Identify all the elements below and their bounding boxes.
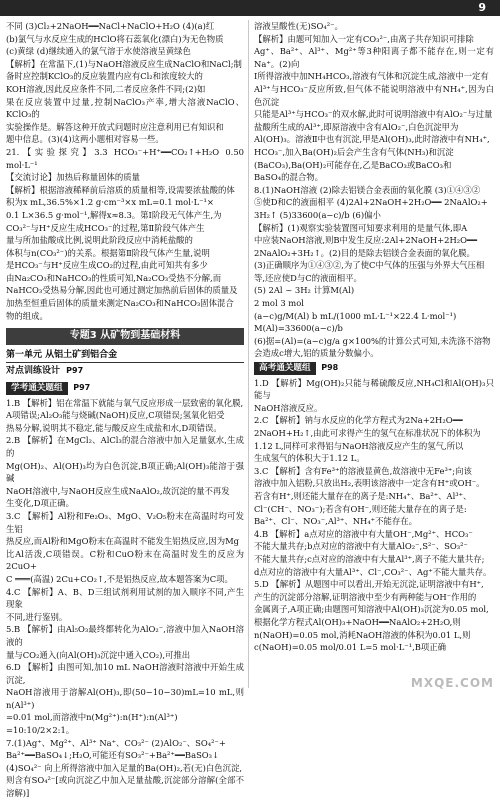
pill-title-2: 高考通关题组	[254, 362, 316, 375]
text-line: Cl⁻(CH⁻、NO₃⁻);若含有OH⁻,则还能大量存在的离子是:	[254, 503, 467, 514]
text-line: Ba²⁺━━BaSO₄↓;H₂O,可能还有SO₃²⁻+Ba²⁺━━BaSO₃↓	[6, 750, 220, 761]
text-line: 8.(1)NaOH溶液 (2)除去铝镁合金表面的氧化膜 (3)①④③②	[254, 184, 481, 195]
right-bottom-text	[254, 377, 494, 654]
text-line: 中应装NaOH溶液,则B中发生反应:2Al+2NaOH+2H₂O━━	[254, 235, 478, 246]
page-number: 9	[478, 1, 486, 14]
text-line: 【交流讨论】加热后称量固体的质量	[6, 172, 140, 183]
section-page-ref: P97	[66, 366, 84, 376]
text-line: BaSO₄的混合物。	[254, 172, 323, 183]
text-line: 量与所加盐酸成比例,说明此阶段反应中消耗盐酸的	[6, 235, 193, 246]
right-top-text	[254, 20, 494, 360]
text-line: 【解析】根据溶液稀释前后溶质的质量相等,设需要浓盐酸的体	[6, 184, 235, 195]
text-line: 积为x mL,36.5%×1.2 g·cm⁻³×x mL=0.1 mol·L⁻¹×	[6, 197, 214, 208]
text-line: NaOH溶液中,与NaOH反应生成NaAlO₂,故沉淀的量不再发	[6, 485, 230, 496]
text-line: 3.C 【解析】含有Fe³⁺的溶液显黄色,故溶液中无Fe³⁺;向该	[254, 465, 472, 476]
text-line: d点对应的溶液中有大量Al³⁺、Cl⁻,CO₃²⁻、Ag⁺不能大量共存。	[254, 566, 492, 577]
text-line: 2NaOH+H₂↑,由此可求得产生的氢气在标准状况下的体积为	[254, 428, 481, 438]
text-line: 会造成c增大,铝的质量分数偏小。	[254, 348, 379, 359]
text-line: 生变化,D项正确。	[6, 498, 75, 509]
text-line: KOH溶液,因此反应条件不同,二者反应条件不同;(2)如	[6, 83, 206, 94]
text-line: (b)氯气与水反应生成的HClO将石蕊氧化(漂白)为无色物质	[6, 33, 224, 44]
text-line: 4.B 【解析】a点对应的溶液中有大量OH⁻,Mg²⁺、HCO₃⁻	[254, 528, 473, 539]
text-line: 6.D 【解析】由图可知,加10 mL NaOH溶液时溶液中开始生成沉淀,	[6, 662, 244, 685]
text-line: =10:10/2×2:1。	[6, 725, 75, 736]
pill-heading-2	[254, 360, 494, 377]
text-line: 1.B 【解析】铝在常温下就能与氧气反应形成一层致密的氧化膜,	[6, 397, 244, 408]
pill-page-ref-1: P97	[73, 383, 91, 393]
watermark: MXQE.COM	[410, 676, 494, 690]
text-line: (BaCO₃),Ba(OH)₂可能存在,乙是BaCO₃或BaCO₃和	[254, 159, 452, 170]
text-line: 2 mol 3 mol	[254, 298, 304, 309]
text-line: 不能大量共存;b点对应的溶液中有大量AlO₂⁻,S²⁻、SO₃²⁻	[254, 541, 468, 552]
text-line: 不能大量共存;c点对应的溶液中有大量Al³⁺,离子不能大量共存;	[254, 553, 485, 564]
text-line: 不同 (3)Cl₂+2NaOH━━NaCl+NaClO+H₂O (4)(a)红	[6, 21, 215, 31]
page-header-bar	[0, 0, 500, 16]
left-top-text	[6, 20, 244, 322]
text-line: 【解析】在常温下,(1)与NaOH溶液反应生成NaClO和NaCl;制	[6, 58, 242, 69]
text-line: 2.C 【解析】钠与水反应的化学方程式为2Na+2H₂O━━	[254, 415, 463, 426]
text-line: NaOH溶液反应。	[254, 402, 323, 413]
unit-title: 第一单元 从铝土矿到铝合金	[6, 348, 244, 364]
text-line: n(NaOH)=0.05 mol,消耗NaOH溶液的体积为0.01 L,则	[254, 629, 471, 640]
text-line: Al(OH)₃。溶液Ⅱ中也有沉淀,甲是Al(OH)₃,此时溶液中有NH₄⁺,	[254, 134, 490, 145]
text-line: 溶液呈酸性(无)SO₄²⁻。	[254, 21, 343, 31]
text-line: 0.1 L×36.5 g·mol⁻¹,解得x≈8.3。第Ⅰ阶段无气体产生,为	[6, 209, 222, 220]
text-line: NaHCO₃受热易分解,因此也可通过测定加热前后固体的质量及	[6, 285, 238, 296]
text-line: 生成氢气的体积大于1.12 L。	[254, 453, 365, 464]
text-line: 5.B 【解析】由Al₅O₃最终都转化为AlO₂⁻,溶液中加入NaOH溶液的	[6, 624, 244, 647]
text-line: 热易分解,说明其不稳定,能与酸反应生成盐和水,D项错误。	[6, 422, 222, 433]
text-line: ⑤使D和C的液面相平 (4)2Al+2NaOH+2H₂O━━ 2NaAlO₂+	[254, 197, 488, 208]
text-line: (5) 2Al ~ 3H₂ 计算M(Al)	[254, 285, 355, 296]
text-line: 1.12 L,同样可求得铝与NaOH溶液反应产生的氢气,所以	[254, 440, 464, 451]
text-line: =0.01 mol,而溶液中n(Mg²⁺):n(H⁺):n(Al³⁺)	[6, 712, 178, 723]
text-line: 题中信息。(3)(4)这两小题相对容易一些。	[6, 134, 164, 145]
pill-title-1: 学考通关题组	[6, 382, 68, 395]
text-line: A项错误;Al₂O₃能与烧碱(NaOH)反应,C项错误;氢氧化铝受	[6, 410, 225, 421]
left-bottom-text	[6, 397, 244, 800]
text-line: (6)据=(Al)=(a−c)g/a g×100%的计算公式可知,未洗涤不溶物	[254, 335, 491, 346]
chapter-title: 专题3 从矿物到基础材料	[6, 328, 244, 345]
text-line: 实验操作是。解答这种开放式问题时应注意利用已有知识和	[6, 121, 224, 132]
text-line: 备时应控制KClO₃的反应装置内应有Cl₂和浓度较大的	[6, 71, 203, 82]
text-line: 21.【实验探究】3.3 HCO₃⁻+H⁺━━CO₂↑+H₂O 0.50 mol·L⁻¹	[6, 146, 244, 170]
text-line: 根据化学方程式Al(OH)₃+NaOH━━NaAlO₂+2H₂O,则	[254, 616, 461, 627]
pill-heading-1	[6, 380, 244, 397]
text-line: 只能是Al³⁺与HCO₃⁻的双水解,此时可说明溶液中有AlO₂⁻与过量	[254, 109, 493, 120]
text-line: Ba²⁺、Cl⁻、NO₃⁻,Al³⁺、NH₄⁺不能存在。	[254, 516, 417, 527]
text-line: (4)SO₄²⁻ 向上所得溶液中加入足量的Ba(OH)₂,若(无)白色沉淀,	[6, 762, 243, 773]
text-line: Al³⁺与HCO₃⁻反应所致,但气体不能说明溶液中有NH₄⁺,因为白色沉淀	[254, 83, 494, 107]
text-line: M(Al)=33600(a−c)/b	[254, 323, 343, 334]
text-line: 3H₂↑ (5)33600(a−c)/b (6)偏小	[254, 209, 381, 220]
text-line: CO₃²⁻与H⁺反应生成HCO₃⁻的过程,第Ⅱ阶段气体产生	[6, 222, 205, 233]
text-line: 若含有H⁺,则还能大量存在的离子是:NH₄⁺、Ba²⁺、Al³⁺、	[254, 490, 472, 501]
pill-page-ref-2: P98	[321, 363, 339, 373]
text-line: 【解析】(1)观察实验装置图可知要求利用的是量气体,即A	[254, 222, 468, 233]
text-line: 量与CO₂通入(向Al(OH)₃沉淀中通入CO₂),可推出	[6, 649, 191, 660]
text-line: HCO₃⁻,加入Ba(OH)₂后会产生含有气体(NH₃)和沉淀	[254, 146, 454, 157]
text-line: 热反应,而Al粉和MgO粉末在高温时不能发生铝热反应,因为Mg	[6, 536, 240, 547]
section-heading	[6, 365, 244, 378]
text-line: (3)正确顺序为①④③②,为了使C中气体的压强与外界大气压相	[254, 260, 485, 271]
text-line: Mg(OH)₂、Al(OH)₃均为白色沉淀,B项正确;Al(OH)₃能溶于强碱	[6, 460, 244, 484]
text-line: 等,还应使D与C的液面相平。	[254, 272, 362, 283]
text-line: NaOH溶液用于溶解Al(OH)₃,即(50−10−30)mL=10 mL,则n(Al³⁺)	[6, 687, 244, 710]
text-line: 则含有SO₄²⁻[或向沉淀乙中加入足量盐酸,沉淀部分溶解(全部不溶解)]	[6, 775, 244, 799]
text-line: c(NaOH)=0.05 mol/0.01 L=5 mol·L⁻¹,B项正确	[254, 642, 447, 653]
text-line: Ag⁺、Ba²⁺、Al³⁺、Mg²⁺等3种阳离子都不能存在,则一定有Na⁺。(2)向	[254, 46, 494, 69]
text-line: 7.(1)Ag⁺、Mg²⁺、Al³⁺ Na⁺、CO₃²⁻ (2)AlO₂⁻、SO₄²⁻+	[6, 737, 226, 748]
text-line: 盐酸所生成的Al³⁺,即原溶液中含有AlO₂⁻,白色沉淀甲为	[254, 121, 459, 132]
text-line: (c)黄绿 (d)继续通入的氯气溶于水使溶液呈黄绿色	[6, 46, 191, 57]
text-line: 产生的沉淀部分溶解,证明溶液中至少有两种能与OH⁻作用的	[254, 591, 477, 602]
text-line: 2.B 【解析】在MgCl₂、AlCl₃的混合溶液中加入足量氨水,生成的	[6, 435, 244, 458]
text-line: 比Al活泼,C项错误。C粉和CuO粉末在高温时发生的反应为2CuO+	[6, 548, 244, 572]
section-title: 对点训练设计	[6, 366, 61, 377]
text-line: 金属离子,A项正确;由题图可知溶液中Al(OH)₃沉淀为0.05 mol,	[254, 604, 489, 615]
text-line: 体积与n(CO₃²⁻)的关系。根据第Ⅱ阶段气体产生量,说明	[6, 247, 210, 258]
text-line: 4.C 【解析】A、B、D三组试剂利用试剂的加入顺序不同,产生现象	[6, 586, 244, 610]
text-line: 1.D 【解析】Mg(OH)₂只能与稀硫酸反应,NH₄Cl和Al(OH)₃只能与	[254, 377, 494, 401]
column-divider	[248, 20, 249, 688]
text-line: 【解析】由题可知加入一定有CO₃²⁻,由离子共存知识可排除	[254, 33, 474, 44]
text-line: 加热至恒重后固体的质量来测定Na₂CO₃和NaHCO₃固体混合	[6, 298, 234, 309]
text-line: (a−c)g/M(Al) b mL/(1000 mL·L⁻¹×22.4 L·mol⁻¹)	[254, 310, 457, 321]
text-line: 溶液中加入铝粉,只放出H₂,表明该溶液中一定含有H⁺或OH⁻。	[254, 478, 485, 489]
text-line: 不同,进行鉴别。	[6, 611, 68, 622]
text-line: 3.C 【解析】Al粉和Fe₂O₃、MgO、V₂O₅粉末在高温时均可发生铝	[6, 510, 244, 534]
text-line: 5.D 【解析】从题图中可以看出,开始无沉淀,证明溶液中有H⁺,	[254, 579, 484, 590]
text-line: 果在反应装置中过量,控制NaClO₃产率,增大溶液NaClO、KClO₃的	[6, 96, 244, 120]
text-line: 2NaAlO₂+3H₂↑。(2)目的是除去铝镁合金表面的氧化膜。	[254, 247, 475, 258]
text-line: 由Na₂CO₃和NaHCO₃的性质可知,Na₂CO₃受热不分解,而	[6, 272, 222, 283]
text-line: 物的组成。	[6, 310, 48, 321]
text-line: 是HCO₃⁻与H⁺反应生成CO₂的过程,由此可知共有多少	[6, 260, 208, 271]
text-line: C ═══(高温) 2Cu+CO₂↑,不是铝热反应,故本题答案为C项。	[6, 573, 233, 584]
left-column	[6, 20, 244, 799]
right-column	[254, 20, 494, 690]
text-line: Ⅰ所得溶液中加NH₄HCO₃,溶液有气体和沉淀生成,溶液中一定有	[254, 71, 489, 82]
